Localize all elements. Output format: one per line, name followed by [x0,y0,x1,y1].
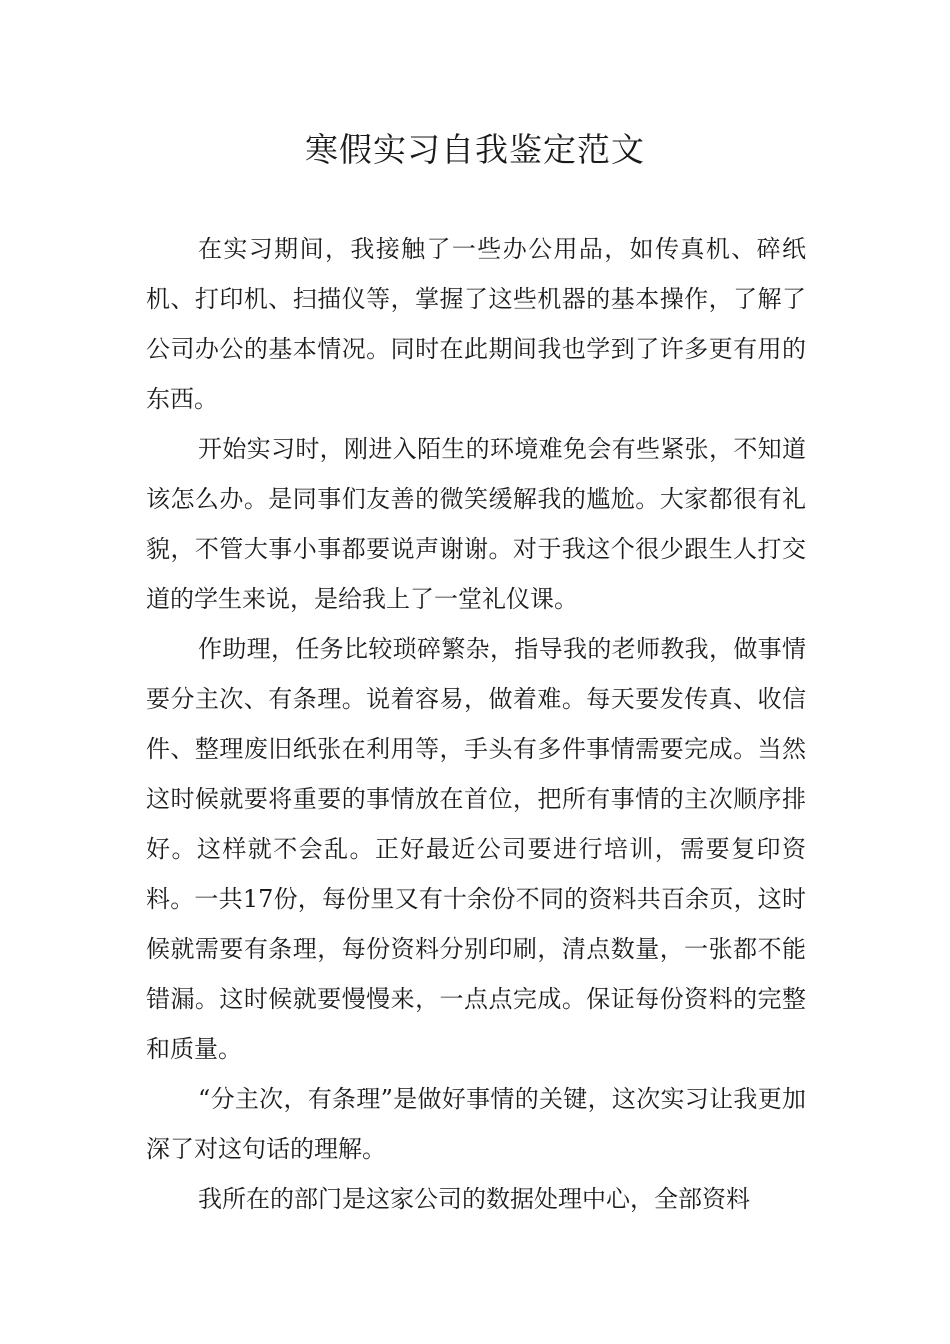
paragraph: 作助理，任务比较琐碎繁杂，指导我的老师教我，做事情要分主次、有条理。说着容易，做着难。每天要发传真、收信件、整理废旧纸张在利用等，手头有多件事情需要完成。当然这时候就要将重要的事情放在首位，把所有事情的主次顺序排好。这样就不会乱。正好最近公司要进行培训，需要复印资料。一共17份，每份里又有十余份不同的资料共百余页，这时候就需要有条理，每份资料分别印刷，清点数量，一张都不能错漏。这时候就要慢慢来，一点点完成。保证每份资料的完整和质量。 [146,635,806,1063]
paragraph: 开始实习时，刚进入陌生的环境难免会有些紧张，不知道该怎么办。是同事们友善的微笑缓解我的尴尬。大家都很有礼貌，不管大事小事都要说声谢谢。对于我这个很少跟生人打交道的学生来说，是给我上了一堂礼仪课。 [146,435,806,613]
paragraph: 我所在的部门是这家公司的数据处理中心，全部资料 [198,1185,750,1213]
document-body [146,224,806,1224]
paragraph: 在实习期间，我接触了一些办公用品，如传真机、碎纸机、打印机、扫描仪等，掌握了这些机器的基本操作，了解了公司办公的基本情况。同时在此期间我也学到了许多更有用的东西。 [146,235,806,413]
paragraph: “分主次，有条理”是做好事情的关键，这次实习让我更加深了对这句话的理解。 [146,1085,806,1163]
document-title: 寒假实习自我鉴定范文 [305,130,645,169]
